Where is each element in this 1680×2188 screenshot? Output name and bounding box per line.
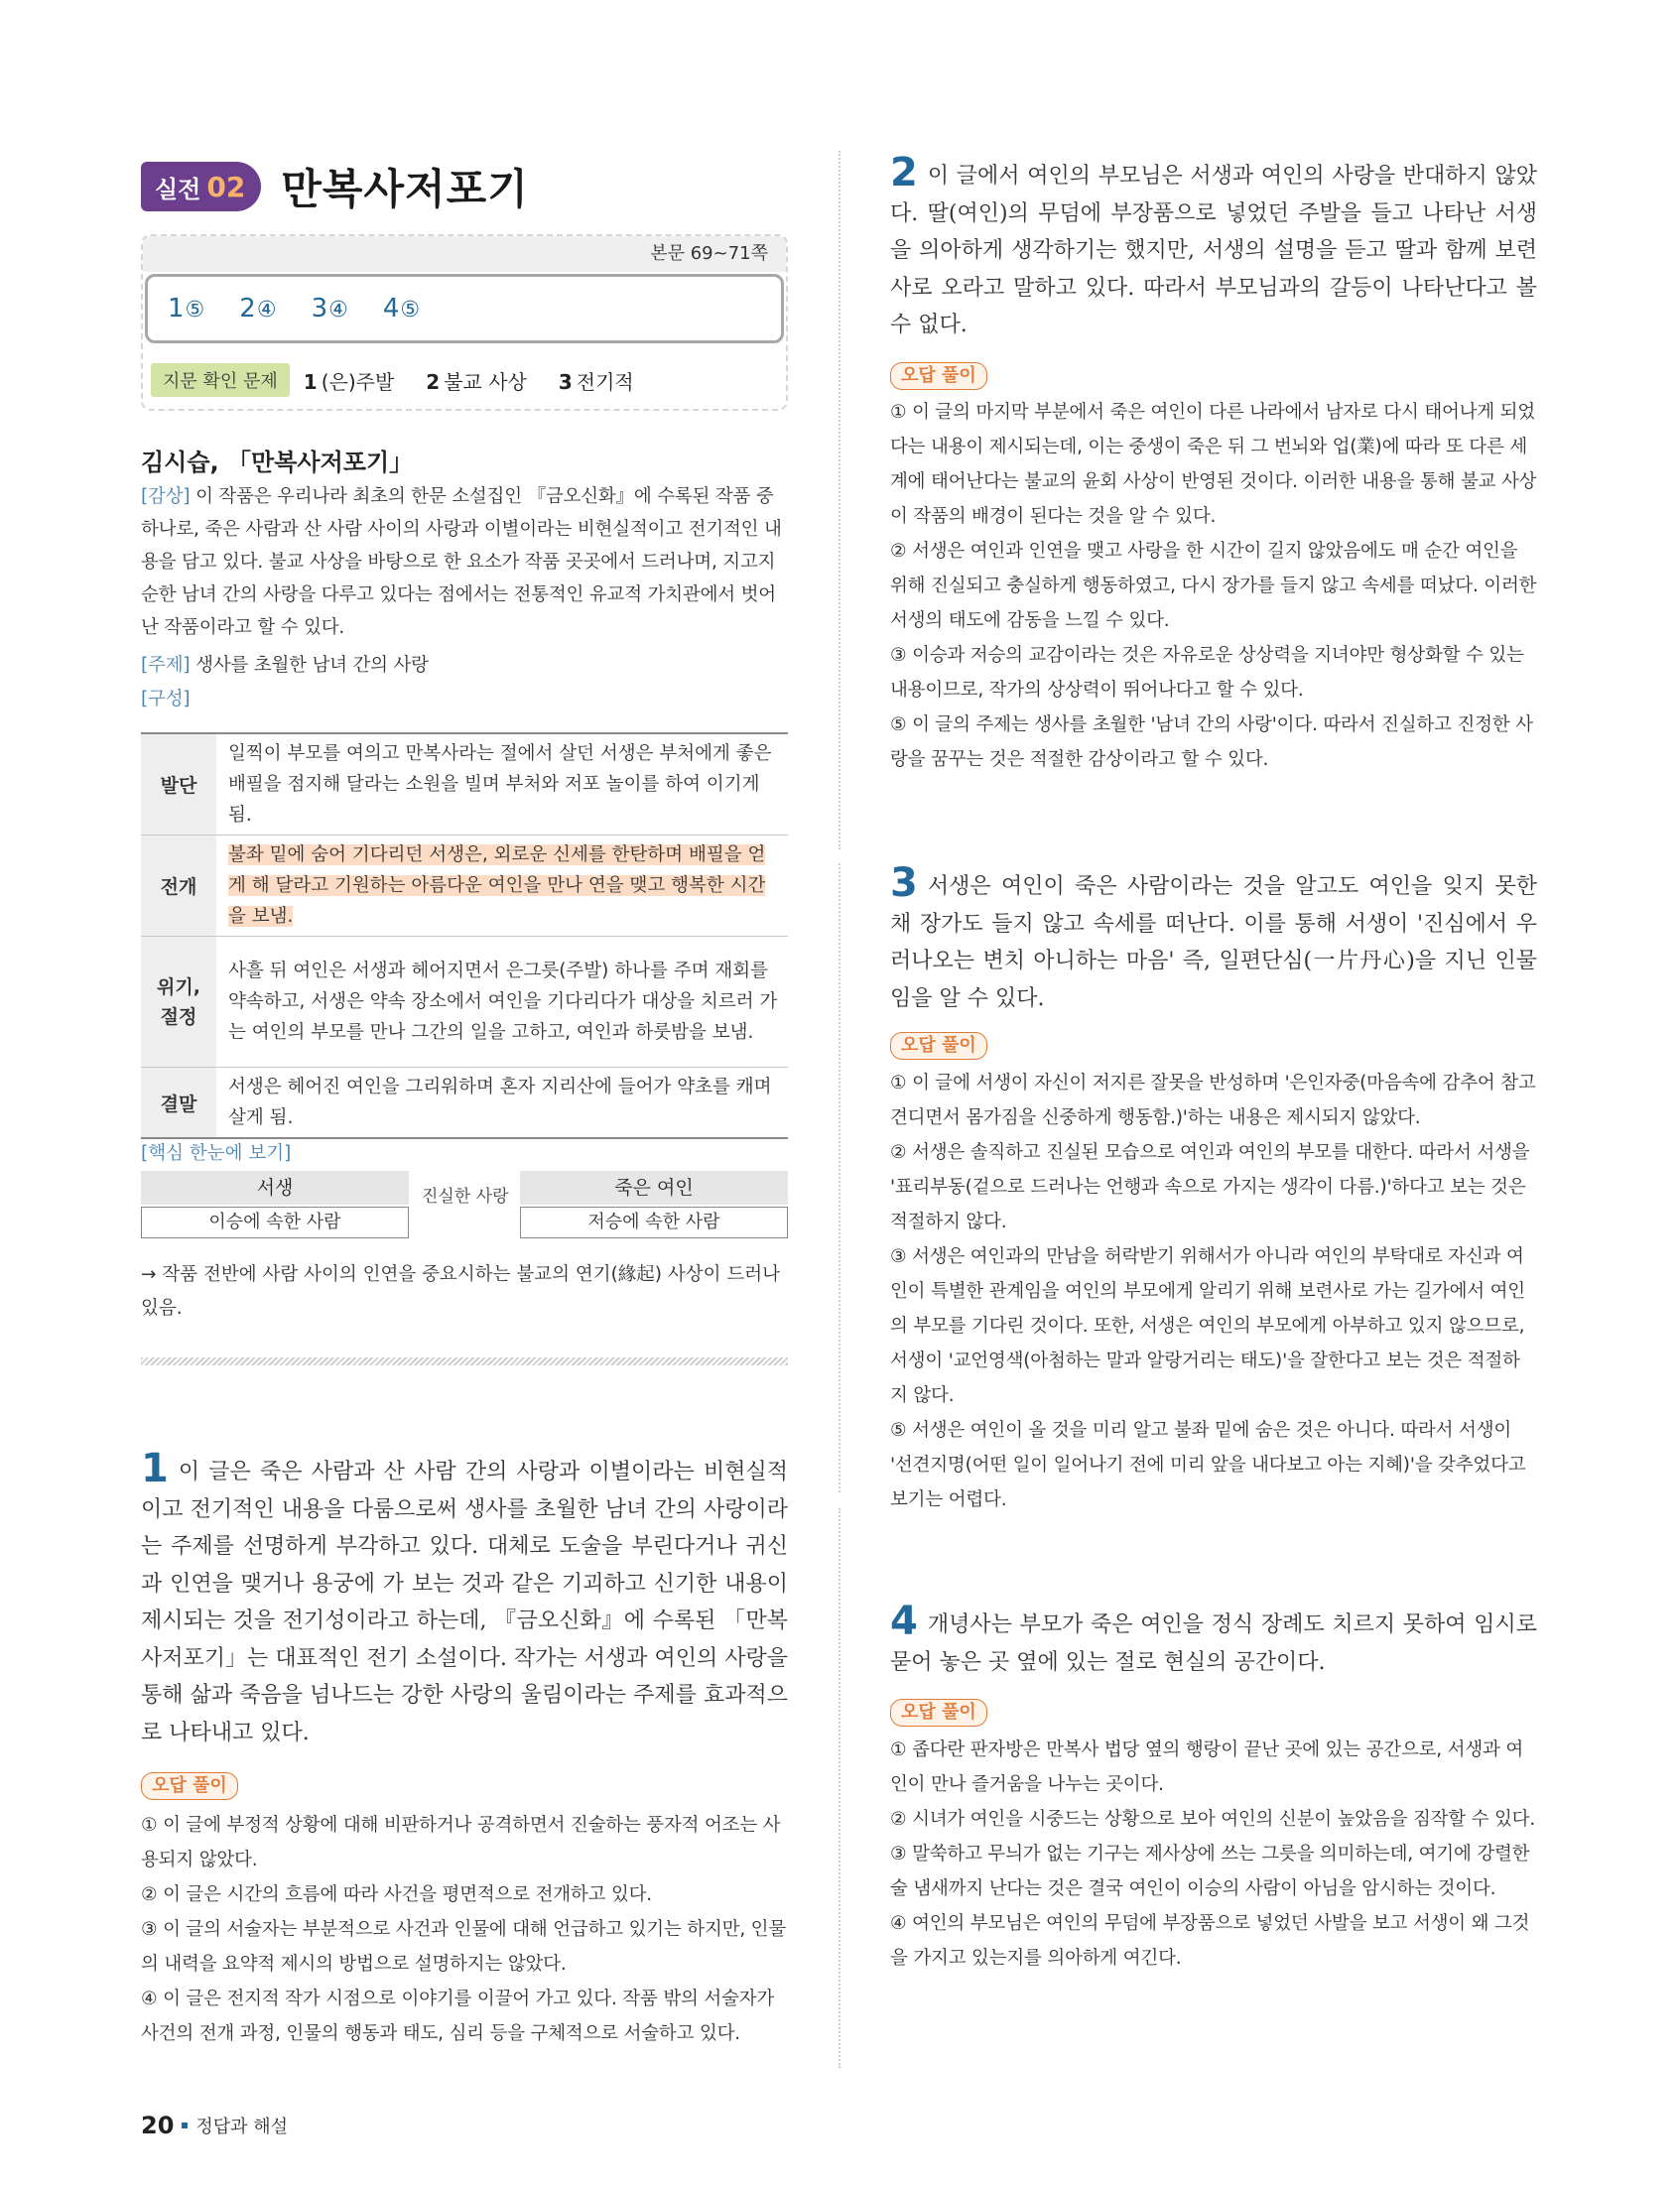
text-check-row — [151, 363, 634, 397]
key-summary-tag: [핵심 한눈에 보기] — [141, 1143, 292, 1164]
section-badge — [141, 162, 261, 211]
footer-label: 정답과 해설 — [195, 2117, 289, 2137]
wrong-answer-text: ① 이 글에 부정적 상황에 대해 비판하거나 공격하면서 진술하는 풍자적 어조는 사용되지 않았다. ② 이 글은 시간의 흐름에 따라 사건을 평면적으로 전개하고 있다. ③ 이 글의 서술자는 부분적으로 사건과 인물에 대해 언급하고 있기는 하지만, 인물의 내력을 요약적 제시의 방법으로 설명하지는 않았다. ④ 이 글은 전지적 작가 시점으로 이야기를 이끌어 가고 있다. 작품 밖의 서술자가 사건의 전개 과정, 인물의 행동과 태도, 심리 등을 구체적으로 서술하고 있다. — [141, 1815, 787, 2044]
question-4-explanation — [890, 1599, 1537, 1681]
key-middle: 진실한 사랑 — [422, 1187, 509, 1207]
question-body: 이 글은 죽은 사람과 산 사람 간의 사랑과 이별이라는 비현실적이고 전기적인 내용을 다룸으로써 생사를 초월한 남녀 간의 사랑이라는 주제를 선명하게 부각하고 있다. 대체로 도술을 부린다거나 귀신과 인연을 맺거나 용궁에 가 보는 것과 같은 기괴하고 신기한 내용이 제시되는 것을 전기성이라고 하는데, 『금오신화』에 수록된 「만복사저포기」는 대표적인 전기 소설이다. 작가는 서생과 여인의 사랑을 통해 삶과 죽음을 넘나드는 강한 사랑의 울림이라는 주제를 효과적으로 나타내고 있다. — [141, 1460, 788, 1745]
wrong-answer-tag: 오답 풀이 — [890, 1699, 987, 1727]
theme-text: 생사를 초월한 남녀 간의 사랑 — [195, 655, 429, 676]
column-separator — [839, 151, 840, 849]
stage-label: 발단 — [141, 733, 216, 836]
stage-text: 일찍이 부모를 여의고 만복사라는 절에서 살던 서생은 부처에게 좋은 배필을 점지해 달라는 소원을 빌며 부처와 저포 놀이를 하여 이기게 됨. — [216, 733, 788, 836]
check-tag: 지문 확인 문제 — [151, 363, 290, 397]
question-number: 3 — [890, 860, 918, 906]
key-right-title: 죽은 여인 — [520, 1171, 788, 1205]
answer-panel — [141, 234, 788, 411]
theme-tag: [주제] — [141, 655, 191, 676]
stage-text — [216, 836, 788, 937]
key-left-title: 서생 — [141, 1171, 409, 1205]
check-item: 3 전기적 — [558, 369, 634, 394]
wrong-answer-text: ① 이 글의 마지막 부분에서 죽은 여인이 다른 나라에서 남자로 다시 태어나게 되었다는 내용이 제시되는데, 이는 중생이 죽은 뒤 그 번뇌와 업(業)에 따라 또 다른 세계에 태어난다는 불교의 윤회 사상이 반영된 것이다. 이러한 내용을 통해 불교 사상이 작품의 배경이 된다는 것을 알 수 있다. ② 서생은 여인과 인연을 맺고 사랑을 한 시간이 길지 않았음에도 매 순간 여인을 위해 진실되고 충실하게 행동하였고, 다시 장가를 들지 않고 속세를 떠났다. 이러한 서생의 태도에 감동을 느낄 수 있다. ③ 이승과 저승의 교감이라는 것은 자유로운 상상력을 지녀야만 형상화할 수 있는 내용이므로, 작가의 상상력이 뛰어나다고 할 수 있다. ⑤ 이 글의 주제는 생사를 초월한 '남녀 간의 사랑'이다. 따라서 진실하고 진정한 사랑을 꿈꾸는 것은 적절한 감상이라고 할 수 있다. — [890, 402, 1537, 770]
source-reference: 본문 69~71쪽 — [143, 236, 786, 272]
question-body: 서생은 여인이 죽은 사람이라는 것을 알고도 여인을 잊지 못한 채 장가도 들지 않고 속세를 떠난다. 이를 통해 서생이 '진심에서 우러나오는 변치 아니하는 마음' 즉, 일편단심(一片丹心)을 지닌 인물임을 알 수 있다. — [890, 874, 1537, 1011]
question-number: 4 — [890, 1599, 918, 1644]
answer-item: 3④ — [311, 294, 349, 323]
structure-row — [141, 733, 788, 836]
appreciation-paragraph — [141, 480, 788, 644]
question-body: 개녕사는 부모가 죽은 여인을 정식 장례도 치르지 못하여 임시로 묻어 놓은 곳 옆에 있는 절로 현실의 공간이다. — [890, 1612, 1537, 1675]
work-title: 김시습, 「만복사저포기」 — [141, 449, 414, 476]
column-separator — [839, 1508, 840, 2068]
appreciation-text: 이 작품은 우리나라 최초의 한문 소설집인 『금오신화』에 수록된 작품 중 하나로, 죽은 사람과 산 사람 사이의 사랑과 이별이라는 비현실적이고 전기적인 내용을 담고 있다. 불교 사상을 바탕으로 한 요소가 작품 곳곳에서 드러나며, 지고지순한 남녀 간의 사랑을 다루고 있다는 점에서는 전통적인 유교적 가치관에서 벗어난 작품이라고 할 수 있다. — [141, 486, 782, 638]
question-body: 이 글에서 여인의 부모님은 서생과 여인의 사랑을 반대하지 않았다. 딸(여인)의 무덤에 부장품으로 넣었던 주발을 들고 나타난 서생을 의아하게 생각하기는 했지만, 서생의 설명을 듣고 딸과 함께 보련사로 오라고 말하고 있다. 따라서 부모님과의 갈등이 나타난다고 볼 수 없다. — [890, 164, 1537, 337]
wrong-answer-tag: 오답 풀이 — [141, 1772, 238, 1800]
question-3-explanation — [890, 860, 1537, 1017]
answer-key — [145, 274, 784, 343]
structure-row — [141, 1068, 788, 1139]
key-note: → 작품 전반에 사람 사이의 인연을 중요시하는 불교의 연기(緣起) 사상이 드러나 있음. — [141, 1264, 781, 1319]
question-number: 1 — [141, 1446, 169, 1491]
wrong-answer-tag: 오답 풀이 — [890, 362, 987, 390]
answer-item: 4⑤ — [382, 294, 422, 323]
wrong-answer-text: ① 이 글에 서생이 자신이 저지른 잘못을 반성하며 '은인자중(마음속에 감추어 참고 견디면서 몸가짐을 신중하게 행동함.)'하는 내용은 제시되지 않았다. ② 서생은 솔직하고 진실된 모습으로 여인과 여인의 부모를 대한다. 따라서 서생을 '표리부동(겉으로 드러나는 언행과 속으로 가지는 생각이 다름.)'하다고 보는 것은 적절하지 않다. ③ 서생은 여인과의 만남을 허락받기 위해서가 아니라 여인의 부탁대로 자신과 여인이 특별한 관계임을 여인의 부모에게 알리기 위해 보련사로 가는 길가에서 여인의 부모를 기다린 것이다. 또한, 서생은 여인의 부모에게 아부하고 있지 않으므로, 서생이 '교언영색(아첨하는 말과 알랑거리는 태도)'을 잘한다고 보는 것은 적절하지 않다. ⑤ 서생은 여인이 올 것을 미리 알고 불좌 밑에 숨은 것은 아니다. 따라서 서생이 '선견지명(어떤 일이 일어나기 전에 미리 앞을 내다보고 아는 지혜)'을 갖추었다고 보기는 어렵다. — [890, 1073, 1536, 1510]
key-right-sub: 저승에 속한 사람 — [520, 1207, 788, 1238]
section-header — [141, 157, 529, 216]
structure-row — [141, 836, 788, 937]
stage-label: 위기, 절정 — [141, 937, 216, 1068]
stage-label: 결말 — [141, 1068, 216, 1139]
stage-text: 사흘 뒤 여인은 서생과 헤어지면서 은그릇(주발) 하나를 주며 재회를 약속하고, 서생은 약속 장소에서 여인을 기다리다가 대상을 치르러 가는 여인의 부모를 만나 그간의 일을 고하고, 여인과 하룻밤을 보냄. — [216, 937, 788, 1068]
column-separator — [839, 863, 840, 1492]
structure-tag: [구성] — [141, 689, 191, 709]
wrong-answer-text: ① 좁다란 판자방은 만복사 법당 옆의 행랑이 끝난 곳에 있는 공간으로, 서생과 여인이 만나 즐거움을 나누는 곳이다. ② 시녀가 여인을 시중드는 상황으로 보아 여인의 신분이 높았음을 짐작할 수 있다. ③ 말쑥하고 무늬가 없는 기구는 제사상에 쓰는 그릇을 의미하는데, 여기에 강렬한 술 냄새까지 난다는 것은 결국 여인이 이승의 사람이 아님을 암시하는 것이다. ④ 여인의 부모님은 여인의 무덤에 부장품으로 넣었던 사발을 보고 서생이 왜 그것을 가지고 있는지를 의아하게 여긴다. — [890, 1739, 1536, 1969]
structure-row — [141, 937, 788, 1068]
check-item: 2 불교 사상 — [426, 369, 527, 394]
question-1-explanation — [141, 1446, 788, 1751]
stage-text: 서생은 헤어진 여인을 그리워하며 혼자 지리산에 들어가 약초를 캐며 살게 됨. — [216, 1068, 788, 1139]
structure-table — [141, 732, 788, 1139]
page-number: 20 — [141, 2112, 175, 2139]
section-divider — [141, 1357, 788, 1365]
stage-label: 전개 — [141, 836, 216, 937]
check-item: 1 (은)주발 — [303, 369, 395, 394]
badge-number: 02 — [206, 170, 246, 203]
appreciation-tag: [감상] — [141, 486, 191, 507]
footer-dot — [182, 2123, 188, 2128]
badge-label: 실전 — [155, 175, 201, 203]
answer-item: 1⑤ — [168, 294, 206, 323]
key-left-sub: 이승에 속한 사람 — [141, 1207, 409, 1238]
question-2-explanation — [890, 150, 1537, 344]
page-title: 만복사저포기 — [281, 165, 529, 213]
answer-item: 2④ — [239, 294, 278, 323]
highlighted-text: 불좌 밑에 숨어 기다리던 서생은, 외로운 신세를 한탄하며 배필을 얻게 해 달라고 기원하는 아름다운 여인을 만나 연을 맺고 행복한 시간을 보냄. — [228, 844, 766, 927]
page-footer — [141, 2112, 288, 2139]
theme-paragraph — [141, 649, 788, 682]
wrong-answer-tag: 오답 풀이 — [890, 1032, 987, 1060]
question-number: 2 — [890, 150, 918, 195]
